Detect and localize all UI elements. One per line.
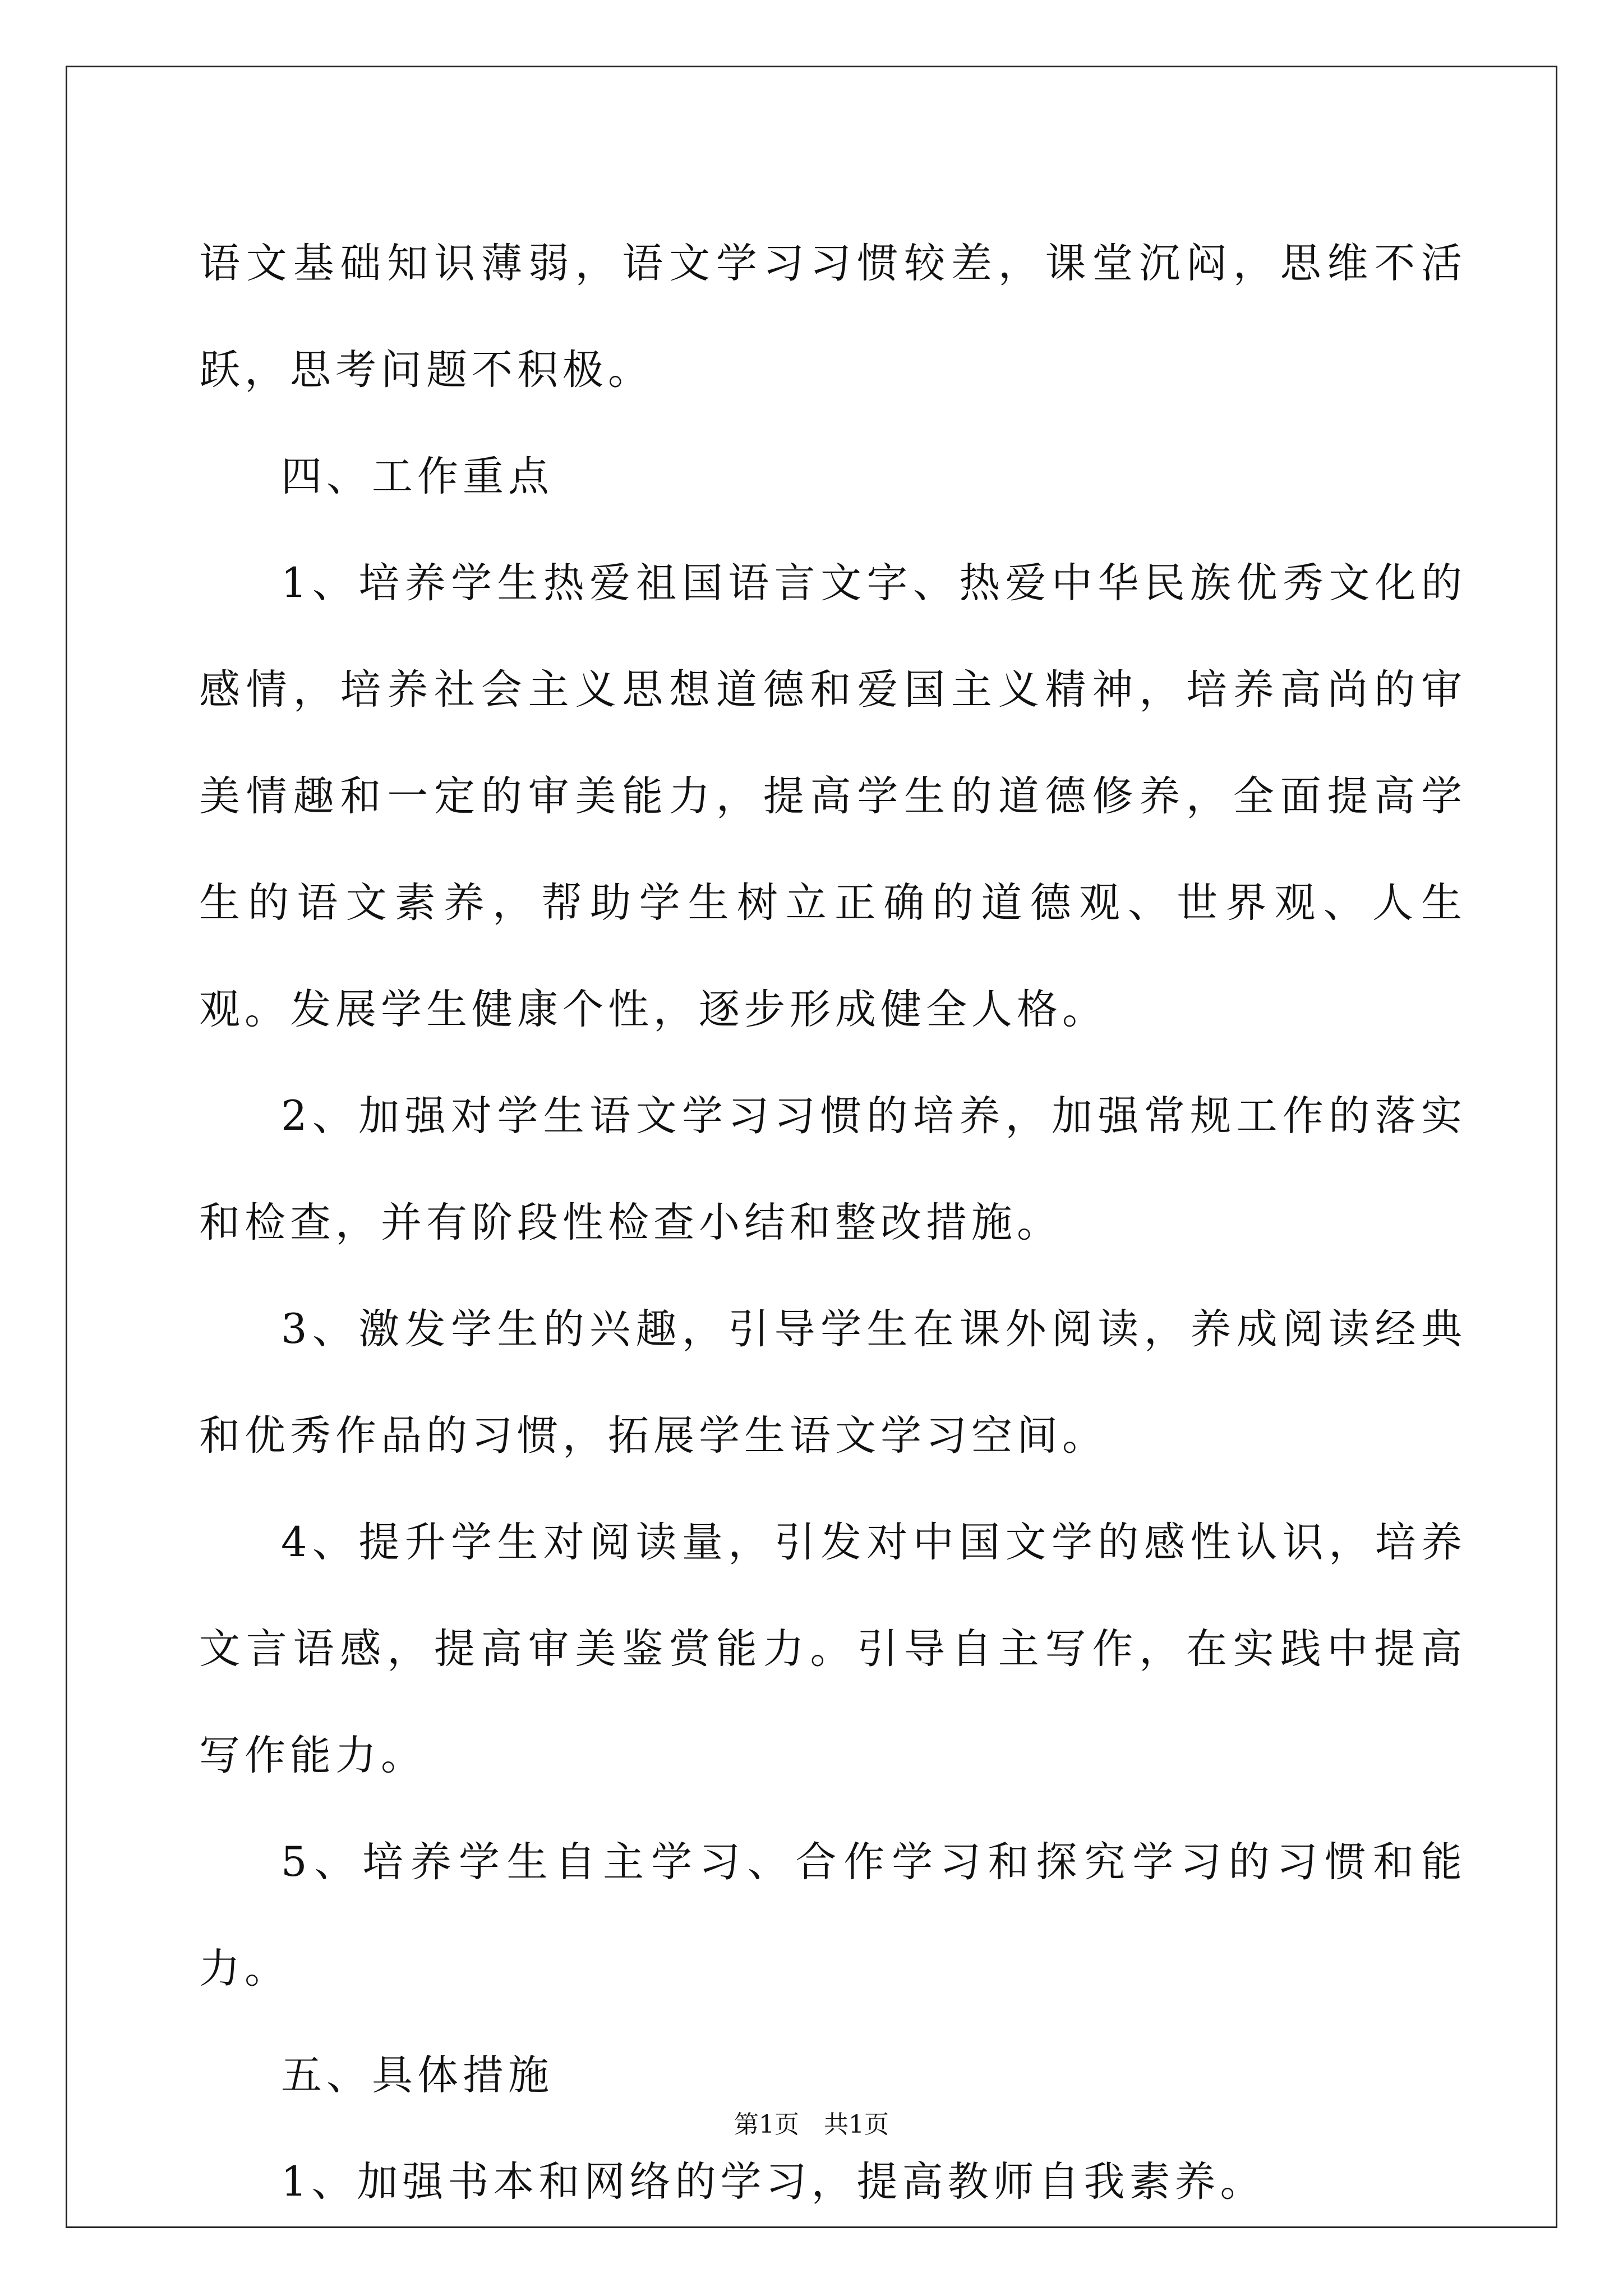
page-number-label: 第1页 共1页: [734, 2110, 889, 2139]
list-item-measure-1: 1、加强书本和网络的学习，提高教师自我素养。: [281, 2158, 1266, 2206]
section-heading-measures: 五、具体措施: [281, 2051, 554, 2099]
list-item-focus-4: 4、提升学生对阅读量，引发对中国文学的感性认识，培养文言语感，提高审美鉴赏能力。引导自主写作，在实践中提高写作能力。: [199, 1519, 1467, 1779]
list-item-focus-2: 2、加强对学生语文学习习惯的培养，加强常规工作的落实和检查，并有阶段性检查小结和整改措施。: [199, 1092, 1467, 1246]
list-item-focus-5: 5、培养学生自主学习、合作学习和探究学习的习惯和能力。: [199, 1838, 1467, 1993]
document-body: [199, 210, 1467, 2235]
page-footer: [0, 2108, 1623, 2142]
list-item-focus-1: 1、培养学生热爱祖国语言文字、热爱中华民族优秀文化的感情，培养社会主义思想道德和爱国主义精神，培养高尚的审美情趣和一定的审美能力，提高学生的道德修养，全面提高学生的语文素养，帮助学生树立正确的道德观、世界观、人生观。发展学生健康个性，逐步形成健全人格。: [199, 559, 1467, 1033]
paragraph-continuation: 语文基础知识薄弱，语文学习习惯较差，课堂沉闷，思维不活跃，思考问题不积极。: [199, 240, 1467, 394]
section-heading-work-focus: 四、工作重点: [281, 453, 554, 500]
list-item-focus-3: 3、激发学生的兴趣，引导学生在课外阅读，养成阅读经典和优秀作品的习惯，拓展学生语文学习空间。: [199, 1305, 1467, 1460]
